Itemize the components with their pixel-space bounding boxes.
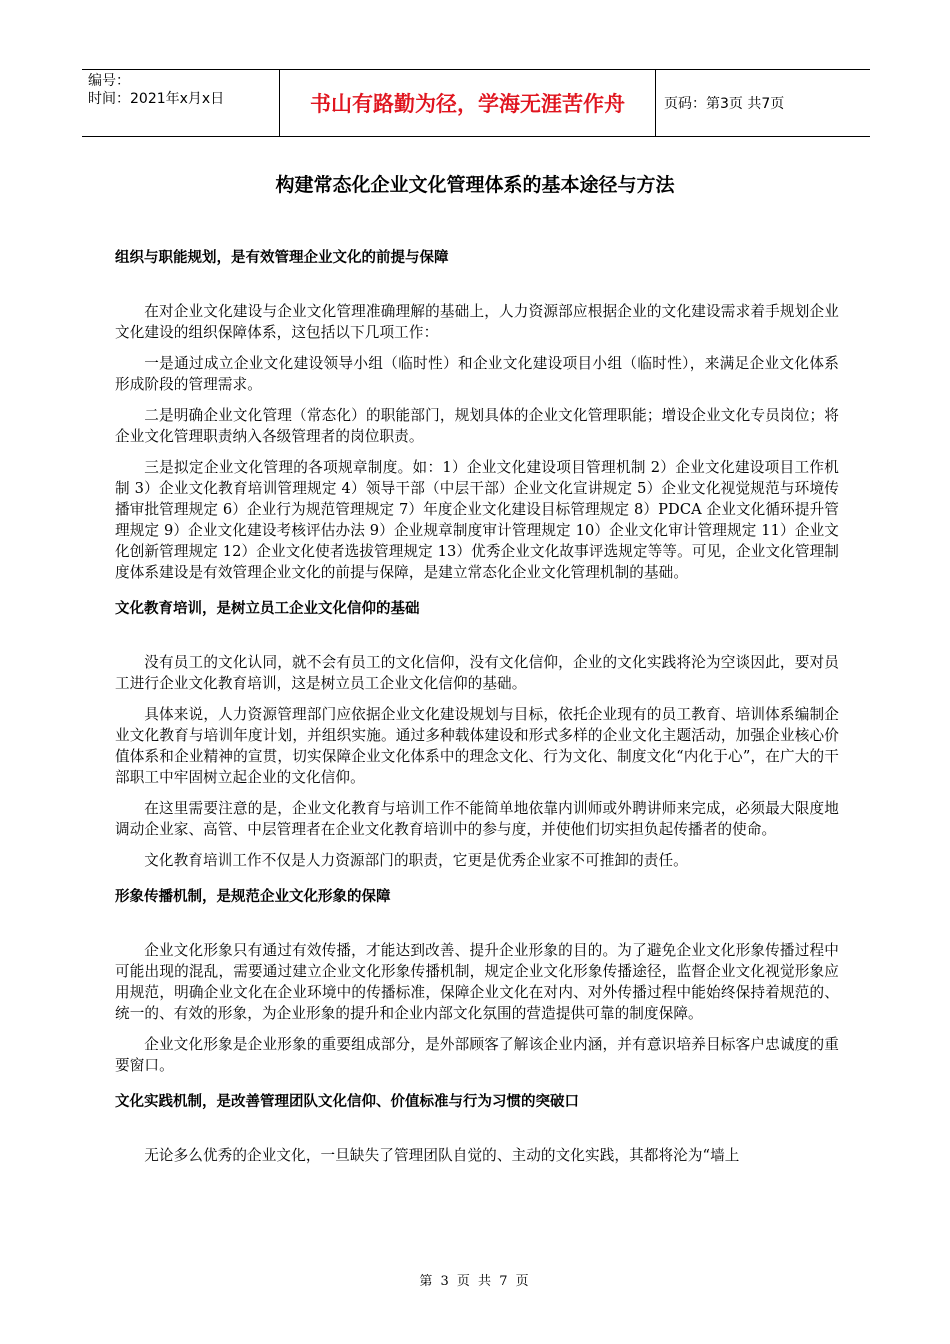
paragraph: 三是拟定企业文化管理的各项规章制度。如：1）企业文化建设项目管理机制 2）企业文化建设项目工作机制 3）企业文化教育培训管理规定 4）领导干部（中层干部）企业文化宣讲规定 5）企业文化视觉规范与环境传播审批管理规定 6）企业行为规范管理规定 7）年度企业文化建设目标管理规定 8）PDCA 企业文化循环提升管理规定 9）企业文化建设考核评估办法 9）企业规章制度审计管理规定 10）企业文化审计管理规定 11）企业文化创新管理规定 12）企业文化使者选拔管理规定 13）优秀企业文化故事评选规定等等。可见，企业文化管理制度体系建设是有效管理企业文化的前提与保障，是建立常态化企业文化管理机制的基础。	[115, 459, 839, 581]
document-time-label: 时间：2021年x月x日	[88, 91, 225, 107]
paragraph: 具体来说，人力资源管理部门应依据企业文化建设规划与目标，依托企业现有的员工教育、培训体系编制企业文化教育与培训年度计划，并组织实施。通过多种载体建设和形式多样的企业文化主题活动，加强企业核心价值体系和企业精神的宣贯，切实保障企业文化体系中的理念文化、行为文化、制度文化“内化于心”，在广大的干部职工中牢固树立起企业的文化信仰。	[115, 706, 839, 786]
paragraph: 没有员工的文化认同，就不会有员工的文化信仰，没有文化信仰，企业的文化实践将沦为空谈因此，要对员工进行企业文化教育培训，这是树立员工企业文化信仰的基础。	[115, 654, 839, 692]
section-education-training	[115, 599, 839, 871]
section-image-communication	[115, 887, 839, 1076]
header-meta-cell	[82, 70, 280, 136]
document-body	[115, 248, 839, 1166]
header-motto: 书山有路勤为径，学海无涯苦作舟	[280, 70, 656, 136]
paragraph: 二是明确企业文化管理（常态化）的职能部门，规划具体的企业文化管理职能；增设企业文化专员岗位；将企业文化管理职责纳入各级管理者的岗位职责。	[115, 407, 839, 445]
section-heading: 组织与职能规划，是有效管理企业文化的前提与保障	[115, 250, 449, 266]
paragraph: 一是通过成立企业文化建设领导小组（临时性）和企业文化建设项目小组（临时性），来满足企业文化体系形成阶段的管理需求。	[115, 355, 839, 393]
page-header	[82, 69, 870, 137]
section-heading: 形象传播机制，是规范企业文化形象的保障	[115, 889, 391, 905]
page-footer: 第 3 页 共 7 页	[419, 1274, 531, 1289]
section-organization	[115, 248, 839, 583]
paragraph: 文化教育培训工作不仅是人力资源部门的职责，它更是优秀企业家不可推卸的责任。	[144, 852, 688, 869]
paragraph: 在这里需要注意的是，企业文化教育与培训工作不能简单地依靠内训师或外聘讲师来完成，必须最大限度地调动企业家、高管、中层管理者在企业文化教育培训中的参与度，并使他们切实担负起传播者的使命。	[115, 800, 839, 838]
header-page-info: 页码：第3页 共7页	[664, 96, 785, 112]
paragraph: 在对企业文化建设与企业文化管理准确理解的基础上，人力资源部应根据企业的文化建设需求着手规划企业文化建设的组织保障体系，这包括以下几项工作：	[115, 303, 839, 341]
section-heading: 文化教育培训，是树立员工企业文化信仰的基础	[115, 601, 420, 617]
paragraph: 企业文化形象是企业形象的重要组成部分，是外部顾客了解该企业内涵，并有意识培养目标客户忠诚度的重要窗口。	[115, 1036, 839, 1074]
document-number-label: 编号：	[88, 73, 130, 89]
paragraph: 无论多么优秀的企业文化，一旦缺失了管理团队自觉的、主动的文化实践，其都将沦为“墙上	[144, 1147, 740, 1164]
section-heading: 文化实践机制，是改善管理团队文化信仰、价值标准与行为习惯的突破口	[115, 1094, 579, 1110]
paragraph: 企业文化形象只有通过有效传播，才能达到改善、提升企业形象的目的。为了避免企业文化形象传播过程中可能出现的混乱，需要通过建立企业文化形象传播机制，规定企业文化形象传播途径，监督企业文化视觉形象应用规范，明确企业文化在企业环境中的传播标准，保障企业文化在对内、对外传播过程中能始终保持着规范的、统一的、有效的形象，为企业形象的提升和企业内部文化氛围的营造提供可靠的制度保障。	[115, 942, 839, 1022]
section-culture-practice	[115, 1092, 839, 1166]
document-title: 构建常态化企业文化管理体系的基本途径与方法	[275, 174, 675, 196]
